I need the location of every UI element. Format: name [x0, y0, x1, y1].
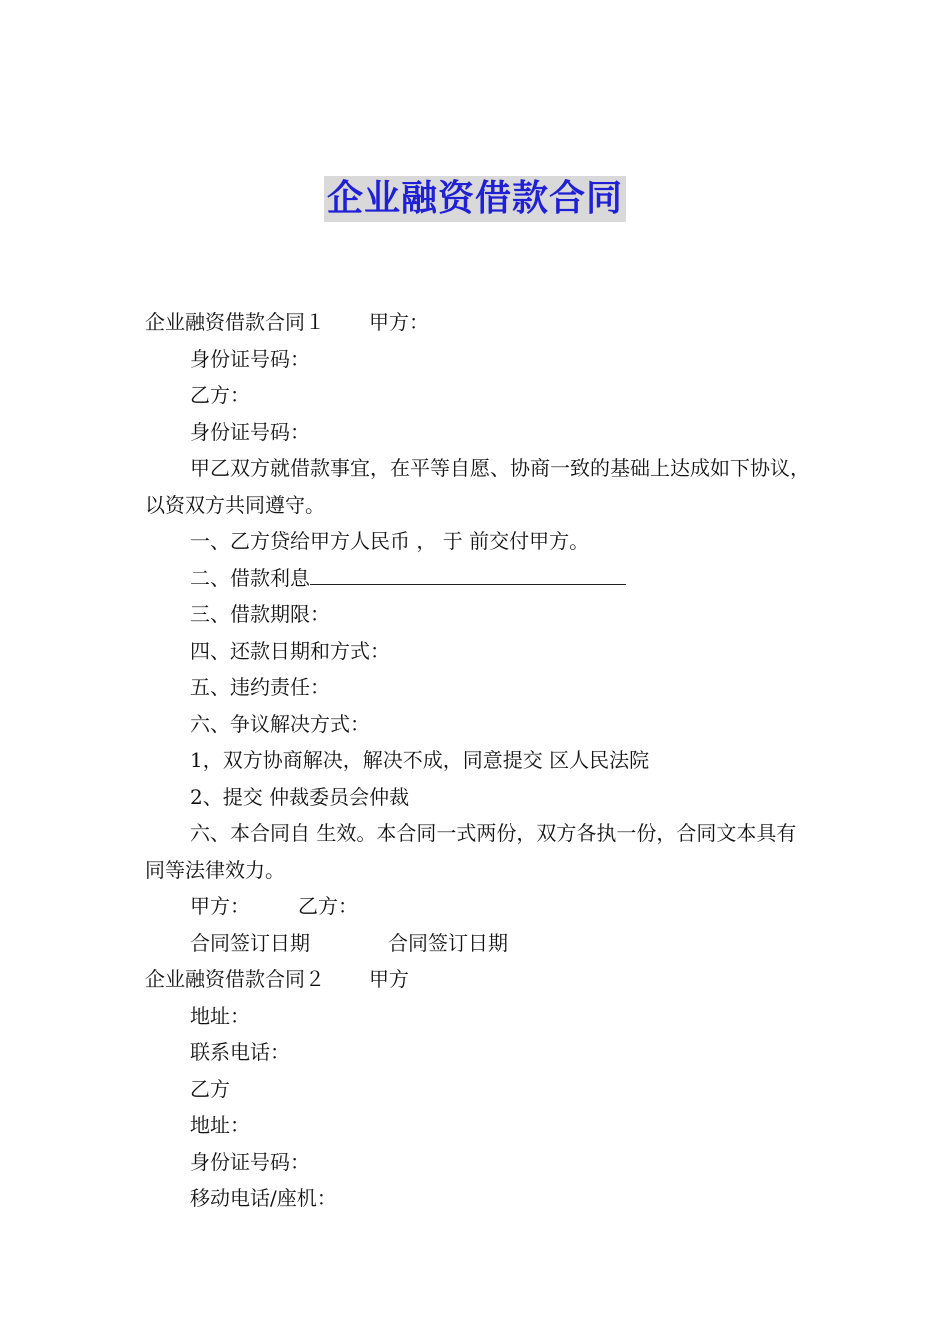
contract-1-item-3: 三、借款期限：	[190, 602, 330, 626]
document-title: 企业融资借款合同	[324, 176, 626, 222]
contract-1-preamble: 甲乙双方就借款事宜，在平等自愿、协商一致的基础上达成如下协议，以资双方共同遵守。	[145, 456, 810, 517]
contract-1-item-2	[145, 560, 810, 597]
contract-1-item-6-option-1: 1，双方协商解决，解决不成，同意提交 区人民法院	[190, 748, 650, 772]
contract-1-item-4: 四、还款日期和方式：	[190, 638, 390, 663]
contract-1-item-5: 五、违约责任：	[190, 675, 330, 699]
contract-1-id-number-a: 身份证号码：	[190, 346, 310, 371]
contract-1-signatures	[145, 888, 810, 925]
signature-party-a-label: 甲方：	[190, 894, 250, 918]
contract-1-item-1: 一、乙方贷给甲方人民币 ， 于 前交付甲方。	[190, 529, 590, 553]
contract-1-item-2-text: 二、借款利息	[190, 565, 310, 590]
contract-2-heading-text: 企业融资借款合同２	[145, 967, 325, 991]
signature-party-b-label: 乙方：	[298, 894, 358, 918]
title-wrapper	[0, 176, 950, 222]
contract-2-id-number: 身份证号码：	[190, 1149, 310, 1174]
document-body	[145, 304, 810, 1217]
contract-1-sign-dates	[145, 925, 810, 962]
contract-2-phone: 联系电话：	[190, 1040, 290, 1064]
contract-2-address-a: 地址：	[190, 1003, 250, 1028]
contract-2-mobile: 移动电话/座机：	[190, 1186, 337, 1210]
contract-2-address-b: 地址：	[190, 1113, 250, 1137]
contract-1-item-6-option-2: 2、提交 仲裁委员会仲裁	[190, 784, 410, 809]
contract-1-party-b: 乙方：	[190, 383, 250, 407]
sign-date-a-label: 合同签订日期	[190, 930, 310, 955]
sign-date-b-label: 合同签订日期	[388, 930, 508, 955]
contract-1-item-6: 六、争议解决方式：	[190, 711, 370, 736]
contract-1-item-7: 六、本合同自 生效。本合同一式两份，双方各执一份，合同文本具有同等法律效力。	[145, 821, 797, 882]
contract-2-party-b: 乙方	[190, 1076, 230, 1101]
contract-2-party-a-label: 甲方	[369, 967, 409, 991]
contract-1-heading-text: 企业融资借款合同１	[145, 310, 325, 334]
contract-1-party-a-label: 甲方：	[369, 310, 429, 334]
interest-blank-line	[310, 564, 626, 585]
contract-1-id-number-b: 身份证号码：	[190, 419, 310, 444]
contract-1-heading	[145, 304, 810, 341]
contract-2-heading	[145, 961, 810, 998]
